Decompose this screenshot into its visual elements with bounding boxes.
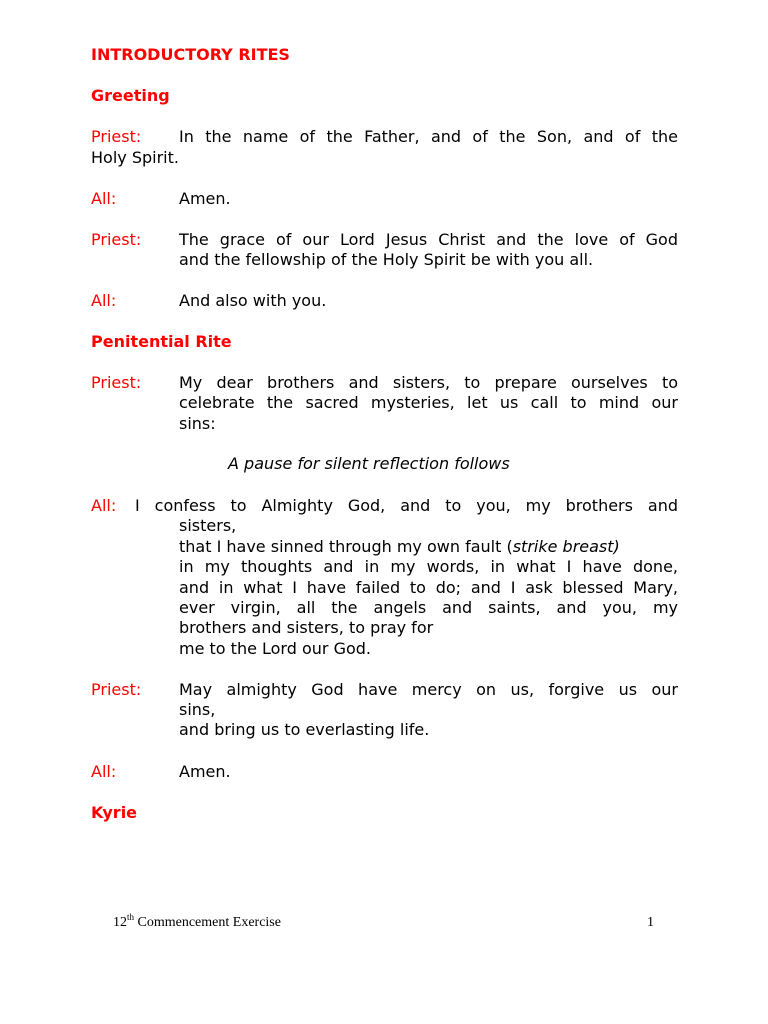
dialogue-line: My dear brothers and sisters, to prepare ourselves to — [179, 373, 678, 392]
dialogue-line: sins, — [179, 700, 216, 719]
dialogue-line: The grace of our Lord Jesus Christ and the love of God — [179, 230, 678, 249]
speaker-label: Priest: — [91, 127, 142, 146]
dialogue-line — [179, 537, 620, 557]
dialogue-line: and bring us to everlasting life. — [179, 720, 430, 739]
dialogue-line: in my thoughts and in my words, in what I have done, — [179, 557, 678, 576]
confiteor-text: that I have sinned through my own fault ( — [179, 537, 513, 556]
dialogue-line: ever virgin, all the angels and saints, and you, my — [179, 598, 678, 617]
footer-number: 12 — [113, 915, 127, 930]
speaker-label: All: — [91, 762, 117, 781]
speaker-label: Priest: — [91, 680, 142, 699]
dialogue-line: and in what I have failed to do; and I ask blessed Mary, — [179, 578, 678, 597]
penitential-heading: Penitential Rite — [91, 332, 232, 351]
speaker-label: All: — [91, 189, 117, 208]
dialogue-line: brothers and sisters, to pray for — [179, 618, 434, 637]
dialogue-line: sisters, — [179, 516, 237, 535]
speaker-label: Priest: — [91, 373, 142, 392]
speaker-label: All: — [91, 496, 117, 515]
footer-title — [113, 913, 281, 933]
dialogue-line: And also with you. — [179, 291, 327, 310]
footer-superscript: th — [127, 912, 135, 922]
speaker-label: Priest: — [91, 230, 142, 249]
dialogue-line: I confess to Almighty God, and to you, my brothers and — [135, 496, 678, 515]
footer-text: Commencement Exercise — [134, 915, 281, 930]
dialogue-line: In the name of the Father, and of the Son, and of the — [179, 127, 678, 146]
dialogue-line: and the fellowship of the Holy Spirit be with you all. — [179, 250, 594, 269]
rubric: A pause for silent reflection follows — [228, 454, 510, 473]
dialogue-line: me to the Lord our God. — [179, 639, 371, 658]
dialogue-line: Amen. — [179, 189, 231, 208]
dialogue-line: Amen. — [179, 762, 231, 781]
greeting-heading: Greeting — [91, 86, 170, 105]
kyrie-heading: Kyrie — [91, 803, 138, 822]
speaker-label: All: — [91, 291, 117, 310]
dialogue-line: sins: — [179, 414, 216, 433]
section-title: INTRODUCTORY RITES — [91, 45, 290, 64]
rubric-inline: strike breast) — [512, 537, 620, 556]
dialogue-line: Holy Spirit. — [91, 148, 179, 167]
dialogue-line: celebrate the sacred mysteries, let us call to mind our — [179, 393, 678, 412]
page-number: 1 — [647, 915, 654, 930]
dialogue-line: May almighty God have mercy on us, forgive us our — [179, 680, 678, 699]
